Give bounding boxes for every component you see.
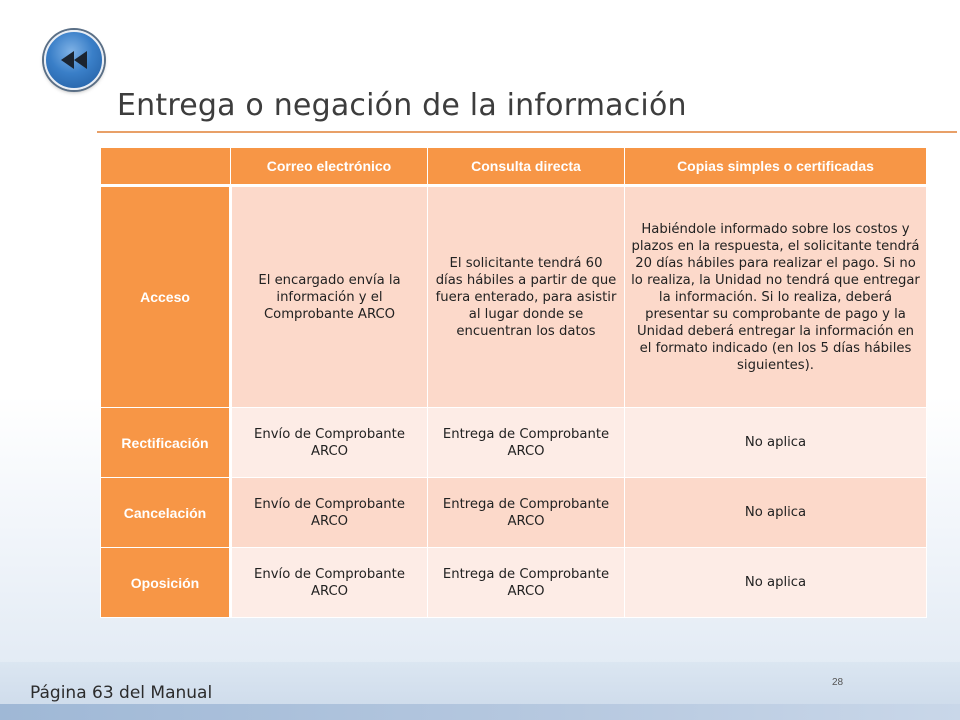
cell-rectificacion-consulta: Entrega de Comprobante ARCO [428,408,625,478]
back-button[interactable] [44,30,104,90]
row-label-oposicion: Oposición [101,548,231,618]
table-row [101,408,927,478]
cell-cancelacion-consulta: Entrega de Comprobante ARCO [428,478,625,548]
table-header-row [101,148,927,186]
cell-rectificacion-copias: No aplica [625,408,927,478]
cell-oposicion-consulta: Entrega de Comprobante ARCO [428,548,625,618]
delivery-table [100,147,927,618]
header-copias: Copias simples o certificadas [625,148,927,186]
rewind-icon [59,49,89,71]
cell-cancelacion-correo: Envío de Comprobante ARCO [231,478,428,548]
cell-acceso-correo: El encargado envía la información y el Comprobante ARCO [231,186,428,408]
table-row [101,548,927,618]
cell-acceso-consulta: El solicitante tendrá 60 días hábiles a partir de que fuera enterado, para asistir al lugar donde se encuentran los datos [428,186,625,408]
page-title: Entrega o negación de la información [117,88,687,123]
cell-oposicion-copias: No aplica [625,548,927,618]
cell-oposicion-correo: Envío de Comprobante ARCO [231,548,428,618]
title-divider [97,131,957,133]
header-consulta: Consulta directa [428,148,625,186]
slide-number: 28 [832,677,844,688]
row-label-acceso: Acceso [101,186,231,408]
table-row [101,186,927,408]
footer-stripe [0,704,960,720]
row-label-cancelacion: Cancelación [101,478,231,548]
table-row [101,478,927,548]
cell-acceso-copias: Habiéndole informado sobre los costos y plazos en la respuesta, el solicitante tendrá 20 días hábiles para realizar el pago. Si no lo realiza, la Unidad no tendrá que entregar la información. Si lo realiza, deberá presentar su comprobante de pago y la Unidad deberá entregar la información en el formato indicado (en los 5 días hábiles siguientes). [625,186,927,408]
cell-rectificacion-correo: Envío de Comprobante ARCO [231,408,428,478]
row-label-rectificacion: Rectificación [101,408,231,478]
cell-cancelacion-copias: No aplica [625,478,927,548]
header-corner [101,148,231,186]
header-correo: Correo electrónico [231,148,428,186]
manual-page-reference: Página 63 del Manual [30,683,213,703]
